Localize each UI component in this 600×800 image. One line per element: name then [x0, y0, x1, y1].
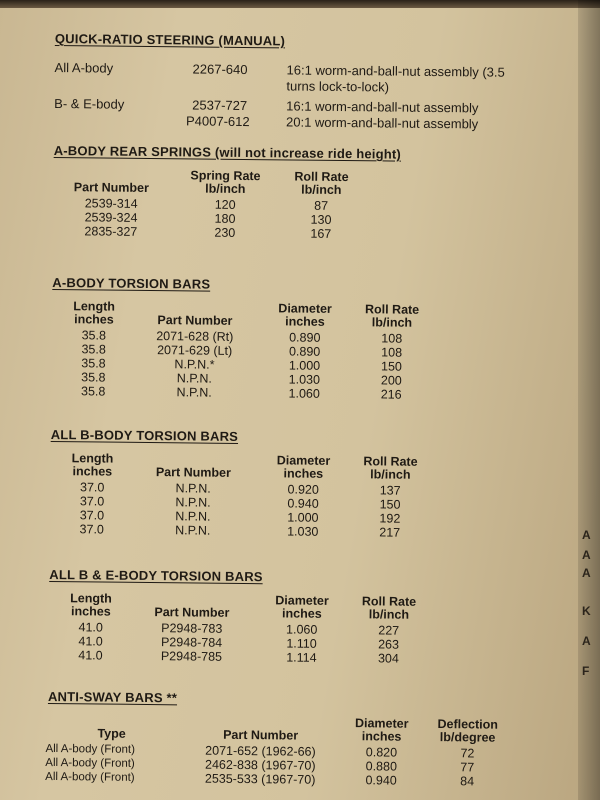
table-cell: 1.000	[288, 358, 321, 373]
section-title: QUICK-RATIO STEERING (MANUAL)	[54, 30, 286, 49]
table-cell: 137	[379, 483, 401, 498]
table-header-row	[55, 592, 431, 624]
table-cell: 37.0	[79, 508, 105, 523]
page-top-edge	[0, 0, 600, 8]
column-header: Part Number	[223, 727, 299, 743]
column-header: Roll Rate lb/inch	[364, 302, 420, 330]
section-title: ANTI-SWAY BARS **	[47, 688, 178, 706]
table-header-row	[51, 168, 363, 199]
table-row	[51, 224, 363, 241]
section-title: ALL B & E-BODY TORSION BARS	[49, 566, 263, 585]
column-header: Diameter inches	[354, 716, 409, 744]
edge-mark: F	[582, 664, 590, 678]
table-cell: 0.940	[287, 496, 319, 511]
anti-sway-table	[41, 714, 512, 789]
table-cell: 2071-652 (1962-66)	[205, 743, 316, 759]
table-cell: 192	[379, 511, 401, 526]
column-header: Length inches	[71, 451, 114, 479]
edge-mark: A	[582, 528, 591, 542]
description: 20:1 worm-and-ball-nut assembly	[285, 114, 479, 132]
table-cell: 0.880	[365, 759, 398, 774]
edge-mark: K	[582, 604, 591, 618]
rear-springs-section	[52, 142, 573, 279]
column-header: Roll Rate lb/inch	[361, 594, 417, 622]
column-header: Deflection lb/degree	[437, 717, 499, 745]
table-cell: 2539-314	[84, 196, 138, 211]
b-torsion-section	[49, 426, 570, 571]
column-header: Spring Rate lb/inch	[190, 168, 261, 197]
description: 16:1 worm-and-ball-nut assembly (3.5	[286, 62, 505, 80]
table-cell: 217	[379, 525, 401, 540]
column-header: Part Number	[155, 465, 231, 480]
table-cell: 108	[381, 345, 403, 360]
column-header: Diameter inches	[278, 301, 332, 329]
table-cell: 35.8	[81, 328, 107, 343]
table-cell: 41.0	[78, 648, 103, 663]
anti-sway-section	[47, 688, 568, 800]
table-cell: All A-body (Front)	[45, 742, 136, 756]
table-cell: 72	[460, 746, 475, 761]
table-cell: 1.060	[288, 386, 320, 401]
table-cell: 35.8	[80, 384, 106, 399]
table-cell: P2948-785	[160, 649, 223, 664]
table-cell: 0.890	[289, 330, 321, 345]
rear-springs-table	[51, 168, 364, 241]
be-torsion-section	[48, 566, 569, 693]
table-cell: 200	[380, 373, 402, 388]
column-header: Diameter inches	[275, 593, 329, 621]
table-cell: P2948-783	[161, 621, 223, 636]
table-cell: N.P.N.	[175, 481, 211, 496]
table-cell: 120	[214, 197, 236, 212]
table-cell: 108	[381, 331, 403, 346]
table-cell: 304	[377, 651, 399, 666]
column-header: Length inches	[73, 299, 116, 327]
section-title: A-BODY TORSION BARS	[52, 274, 211, 292]
edge-mark: A	[582, 634, 591, 648]
table-cell: 230	[214, 225, 236, 240]
table-cell: 35.8	[81, 356, 106, 371]
table-cell: 150	[379, 497, 401, 512]
table-cell: 37.0	[79, 494, 105, 509]
table-cell: 263	[378, 637, 400, 652]
table-cell: 1.060	[286, 622, 318, 637]
a-torsion-section	[51, 274, 573, 431]
table-cell: 0.890	[288, 344, 321, 359]
table-cell: All A-body (Front)	[45, 770, 135, 784]
table-cell: 84	[460, 774, 475, 789]
description: turns lock-to-lock)	[286, 78, 390, 95]
edge-mark: A	[582, 566, 591, 580]
table-cell: 167	[310, 226, 332, 241]
table-cell: 2071-629 (Lt)	[157, 343, 233, 358]
table-cell: 2535-533 (1967-70)	[204, 771, 316, 787]
column-header: Length inches	[70, 591, 112, 619]
steering-section	[54, 30, 575, 147]
table-cell: 227	[378, 623, 400, 638]
table-row	[57, 384, 433, 402]
table-cell: N.P.N.	[175, 495, 211, 510]
table-cell: 35.8	[81, 370, 106, 385]
table-cell: 87	[314, 198, 329, 213]
table-cell: 41.0	[78, 620, 103, 635]
b-torsion-table	[56, 452, 433, 540]
table-cell: 130	[310, 212, 332, 227]
body-type: B- & E-body	[54, 95, 125, 112]
edge-mark: A	[582, 548, 591, 562]
table-cell: 1.114	[286, 650, 317, 665]
table-cell: 35.8	[81, 342, 106, 357]
table-cell: 37.0	[79, 522, 105, 537]
table-cell: N.P.N.*	[174, 357, 215, 372]
body-type: All A-body	[54, 59, 114, 76]
table-cell: 216	[380, 387, 402, 402]
table-cell: 1.110	[286, 636, 317, 651]
table-cell: 1.030	[288, 372, 321, 387]
table-cell: N.P.N.	[176, 371, 213, 386]
table-cell: 0.940	[365, 773, 397, 788]
part-number: 2537-727	[192, 97, 248, 114]
table-row	[56, 522, 432, 540]
table-cell: 77	[460, 760, 475, 775]
description: 16:1 worm-and-ball-nut assembly	[286, 98, 479, 116]
section-title: A-BODY REAR SPRINGS (will not increase ride height)	[53, 142, 402, 162]
section-title: ALL B-BODY TORSION BARS	[50, 426, 239, 444]
table-cell: 2462-838 (1967-70)	[204, 757, 316, 773]
part-number: P4007-612	[185, 113, 250, 130]
table-row	[54, 648, 430, 666]
facing-page-edge	[578, 0, 600, 800]
table-cell: 2539-324	[84, 210, 138, 225]
table-cell: N.P.N.	[176, 385, 212, 400]
table-cell: 150	[380, 359, 402, 374]
part-number: 2267-640	[192, 61, 248, 78]
table-cell: All A-body (Front)	[45, 756, 135, 770]
table-cell: 0.820	[365, 745, 398, 760]
column-header: Part Number	[157, 313, 233, 328]
column-header: Part Number	[73, 180, 149, 195]
column-header: Type	[97, 726, 126, 741]
column-header: Roll Rate lb/inch	[294, 169, 349, 198]
column-header: Diameter inches	[276, 453, 331, 481]
table-header-row	[58, 300, 434, 332]
be-torsion-table	[54, 592, 431, 666]
column-header: Roll Rate lb/inch	[363, 454, 418, 482]
table-cell: P2948-784	[160, 635, 223, 650]
table-cell: 0.920	[287, 482, 319, 497]
table-cell: 1.030	[287, 524, 319, 539]
column-header: Part Number	[154, 605, 230, 620]
page-content	[47, 30, 575, 800]
a-torsion-table	[57, 300, 434, 402]
table-header-row	[56, 452, 432, 484]
table-cell: 1.000	[287, 510, 319, 525]
table-cell: N.P.N.	[175, 523, 211, 538]
table-cell: 2071-628 (Rt)	[156, 329, 234, 344]
table-cell: 41.0	[78, 634, 103, 649]
table-cell: N.P.N.	[175, 509, 211, 524]
table-cell: 180	[214, 211, 236, 226]
table-cell: 37.0	[79, 480, 105, 495]
table-cell: 2835-327	[84, 224, 138, 239]
